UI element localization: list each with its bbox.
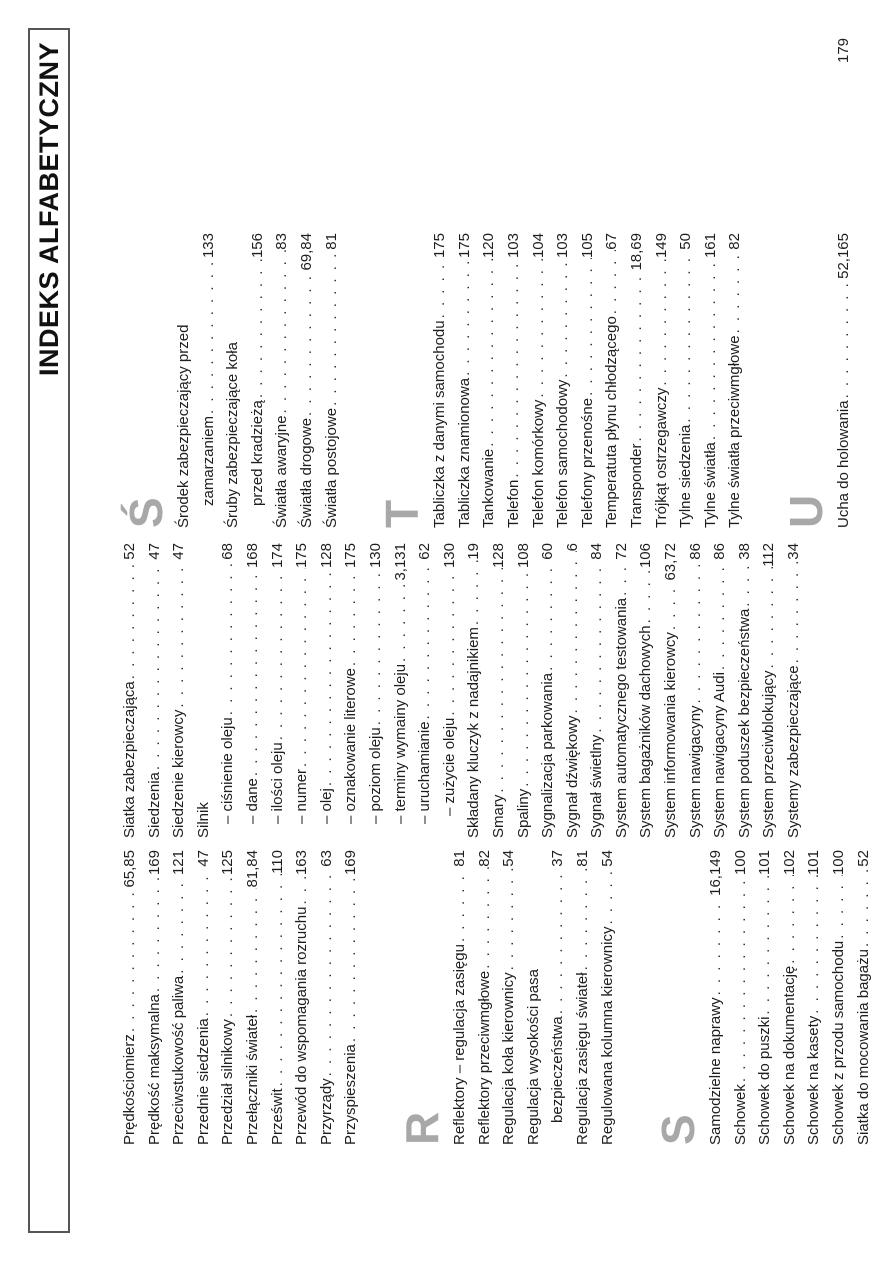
index-entry: Schowek . . . 100 <box>729 850 754 1145</box>
index-entry: Telefon samochodowy . . . 103 <box>551 233 576 528</box>
index-entry: Prześwit . . . 110 <box>266 850 291 1145</box>
index-entry: Reflektory – regulacja zasięgu . . . 81 <box>448 850 473 1145</box>
index-entry: Światła drogowe . . . 69,84 <box>295 233 320 528</box>
index-entry: Przełączniki świateł . . . 81,84 <box>241 850 266 1145</box>
index-entry: System automatycznego testowania . . . 72 <box>610 543 635 838</box>
index-entry: Telefon komórkowy . . . 104 <box>527 233 552 528</box>
index-entry: System nawigacyny . . . 86 <box>684 543 709 838</box>
index-entry: Systemy zabezpieczające . . . 34 <box>782 543 807 838</box>
index-entry: System informowania kierowcy . . . 63,72 <box>659 543 684 838</box>
index-entry: – ilości oleju . . . 174 <box>266 543 291 838</box>
index-entry: Siatka do mocowania bagażu . . . 52 <box>852 850 877 1145</box>
index-entry: – poziom oleju . . . 130 <box>364 543 389 838</box>
index-entry: Przeciwstukowość paliwa . . . 121 <box>167 850 192 1145</box>
index-entry: Schowek na dokumentację . . . 102 <box>778 850 803 1145</box>
index-entry: Śruby zabezpieczające koła <box>224 342 242 528</box>
index-entry: Przednie siedzenia . . . 47 <box>192 850 217 1145</box>
index-column-3 <box>118 233 856 528</box>
index-entry: Przedział silnikowy . . . 125 <box>216 850 241 1145</box>
index-entry: Regulacja wysokości pasa <box>524 969 542 1145</box>
index-entry: bezpieczeństwa . . . 37 <box>546 850 571 1145</box>
index-entry: – uruchamianie . . . 62 <box>413 543 438 838</box>
index-entry: Tabliczka z danymi samochodu . . . 175 <box>428 233 453 528</box>
index-entry: Ucha do holowania . . . 52,165 <box>832 233 857 528</box>
section-letter-u: U <box>779 494 832 528</box>
index-entry: Samodzielne naprawy . . . 16,149 <box>704 850 729 1145</box>
index-entry: – olej . . . 128 <box>315 543 340 838</box>
index-entry: Reflektory przeciwmgłowe . . . 82 <box>473 850 498 1145</box>
index-entry: Światła postojowe . . . 81 <box>320 233 345 528</box>
index-entry: Trójkąt ostrzegawczy . . . 149 <box>650 233 675 528</box>
index-entry: Telefon . . . 103 <box>502 233 527 528</box>
page-title: INDEKS ALFABETYCZNY <box>34 42 64 377</box>
section-letter-s-acute: Ś <box>120 497 172 528</box>
index-entry: Przyrządy . . . 63 <box>315 850 340 1145</box>
index-entry: Tabliczka znamionowa . . . 175 <box>453 233 478 528</box>
index-entry: Składany kluczyk z nadajnikiem . . . 19 <box>462 543 487 838</box>
index-entry: Temperatuta płynu chłodzącego . . . 67 <box>600 233 625 528</box>
index-entry: Przyspieszenia . . . 169 <box>339 850 364 1145</box>
index-entry: Siedzenie kierowcy . . . 47 <box>167 543 192 838</box>
index-entry: Regulacja koła kierownicy . . . 54 <box>497 850 522 1145</box>
index-entry: Sygnał dźwiękowy . . . 6 <box>561 543 586 838</box>
index-entry: Światła awaryjne . . . 83 <box>270 233 295 528</box>
index-entry: Tylne światła . . . 161 <box>699 233 724 528</box>
index-entry: Tankowanie . . . 120 <box>477 233 502 528</box>
index-entry: Regulacja zasięgu świateł . . . 81 <box>571 850 596 1145</box>
index-entry: zamarzaniem . . . 133 <box>197 233 222 528</box>
index-entry: Tylne siedzenia . . . 50 <box>674 233 699 528</box>
index-column-2 <box>118 543 807 838</box>
index-entry: System poduszek bezpieczeństwa . . . 38 <box>733 543 758 838</box>
index-entry: Spaliny . . . 108 <box>512 543 537 838</box>
index-entry: przed kradzieżą . . . 156 <box>246 233 271 528</box>
index-entry: – zużycie oleju . . . 130 <box>438 543 463 838</box>
page-number: 179 <box>835 37 852 63</box>
section-letter-r: R <box>395 1111 448 1145</box>
index-entry: Siedzenia . . . 47 <box>143 543 168 838</box>
index-column-1 <box>118 850 876 1145</box>
index-entry: Telefony przenośne . . . 105 <box>576 233 601 528</box>
section-letter-s: S <box>652 1114 705 1145</box>
section-letter-t: T <box>376 499 429 528</box>
index-entry: System bagażników dachowych . . . 106 <box>634 543 659 838</box>
index-entry: Sygnał świetlny . . . 84 <box>585 543 610 838</box>
index-entry: Środek zabezpieczający przed <box>175 324 192 528</box>
index-entry: – terminy wymainy oleju . . . 3,131 <box>389 543 414 838</box>
index-entry: Siatka zabezpieczająca . . . 52 <box>118 543 143 838</box>
index-entry: Transponder . . . 18,69 <box>625 233 650 528</box>
index-entry: Regulowana kolumna kierownicy . . . 54 <box>596 850 621 1145</box>
index-entry: Schowek na kasety . . . 101 <box>802 850 827 1145</box>
index-entry: – dane . . . 168 <box>241 543 266 838</box>
index-entry: System przeciwblokujący . . . 112 <box>757 543 782 838</box>
index-entry: Schowek z przodu samochodu . . . 100 <box>827 850 852 1145</box>
header-banner <box>28 28 70 1233</box>
index-entry: Przewód do wspomagania rozruchu . . . 163 <box>290 850 315 1145</box>
index-entry: Tylne światła przeciwmgłowe . . . 82 <box>723 233 748 528</box>
index-entry: Silnik <box>194 802 212 838</box>
index-entry: Prędkościomierz . . . 65,85 <box>118 850 143 1145</box>
index-entry: – ciśnienie oleju . . . 68 <box>216 543 241 838</box>
index-entry: – oznakowanie literowe . . . 175 <box>339 543 364 838</box>
index-entry: – numer . . . 175 <box>290 543 315 838</box>
index-entry: System nawigacyny Audi . . . 86 <box>708 543 733 838</box>
index-entry: Sygnalizacja parkowania . . . 60 <box>536 543 561 838</box>
index-entry: Smary . . . 128 <box>487 543 512 838</box>
index-entry: Prędkość maksymalna . . . 169 <box>143 850 168 1145</box>
index-entry: Schowek do puszki . . . 101 <box>753 850 778 1145</box>
